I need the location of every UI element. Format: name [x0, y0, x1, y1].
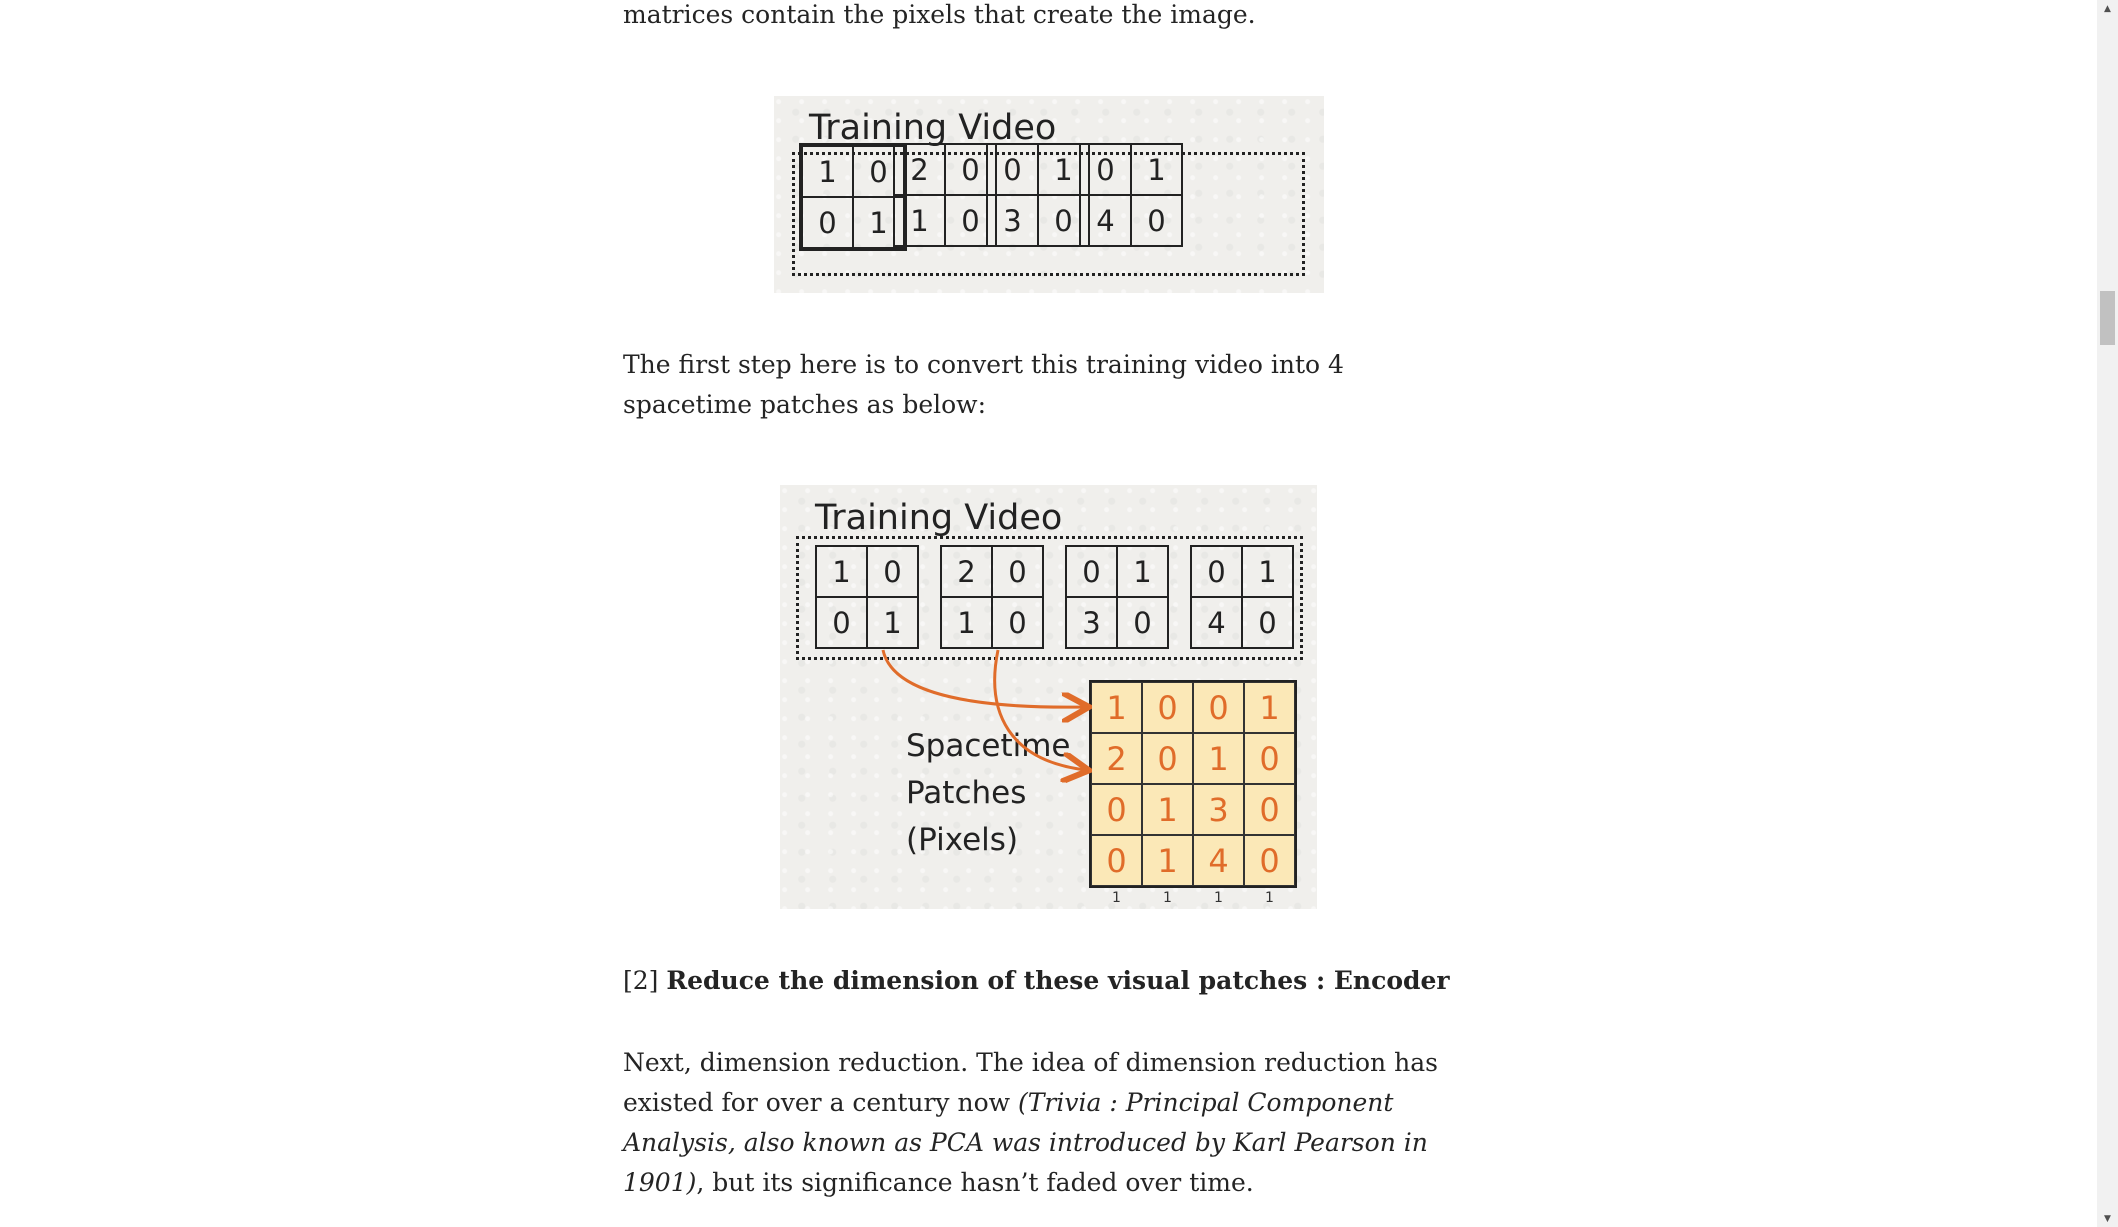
pixel-cell: 2	[941, 546, 992, 597]
pixel-cell: 0	[802, 197, 853, 248]
figure-spacetime-patches	[780, 485, 1317, 909]
patch-cell: 0	[1193, 682, 1244, 733]
pixel-cell: 0	[1242, 597, 1293, 648]
patch-cell: 0	[1244, 784, 1295, 835]
pixel-cell: 1	[894, 195, 945, 246]
footer-number: 1	[1214, 890, 1223, 906]
video-frame-3	[986, 143, 1090, 247]
pixel-cell: 1	[816, 546, 867, 597]
pixel-cell: 2	[894, 144, 945, 195]
pixel-cell: 1	[1117, 546, 1168, 597]
video-frame-4	[1079, 143, 1183, 247]
pixel-cell: 3	[1066, 597, 1117, 648]
patch-cell: 3	[1193, 784, 1244, 835]
patch-cell: 4	[1193, 835, 1244, 886]
footer-number: 1	[1163, 890, 1172, 906]
figure-title: Training Video	[815, 498, 1063, 538]
pixel-cell: 0	[992, 597, 1043, 648]
scrollbar-thumb[interactable]	[2100, 291, 2115, 345]
pixel-cell: 4	[1191, 597, 1242, 648]
pixel-cell: 1	[1242, 546, 1293, 597]
patch-cell: 0	[1091, 784, 1142, 835]
heading-text: Reduce the dimension of these visual patches : Encoder	[666, 966, 1450, 995]
patch-cell: 1	[1244, 682, 1295, 733]
pixel-cell: 1	[867, 597, 918, 648]
pixel-cell: 0	[867, 546, 918, 597]
patch-cell: 0	[1142, 733, 1193, 784]
patch-cell: 0	[1244, 835, 1295, 886]
reduction-text-start: Next, dimension reduction. The idea of dimension reduction has existed for over a century now	[623, 1048, 1438, 1117]
patch-cell: 1	[1091, 682, 1142, 733]
video-frame-4	[1190, 545, 1294, 649]
pixel-cell: 1	[1038, 144, 1089, 195]
pixel-cell: 0	[1131, 195, 1182, 246]
pixel-cell: 0	[945, 144, 996, 195]
figure-training-video	[774, 96, 1324, 293]
video-frame-1	[799, 143, 907, 251]
spacetime-patches-label	[906, 723, 1071, 864]
video-frame-3	[1065, 545, 1169, 649]
pixel-cell: 1	[802, 146, 853, 197]
scroll-down-arrow-icon[interactable]: ▼	[2104, 1213, 2111, 1224]
pixel-cell: 0	[1038, 195, 1089, 246]
patch-cell: 2	[1091, 733, 1142, 784]
pixel-cell: 0	[1117, 597, 1168, 648]
footer-number: 1	[1112, 890, 1121, 906]
pixel-cell: 1	[853, 197, 904, 248]
patch-cell: 0	[1142, 682, 1193, 733]
scroll-up-arrow-icon[interactable]: ▲	[2104, 3, 2111, 14]
pixel-cell: 0	[1191, 546, 1242, 597]
pixel-cell: 0	[1066, 546, 1117, 597]
pixel-cell: 0	[1080, 144, 1131, 195]
pixel-cell: 0	[945, 195, 996, 246]
spacetime-patch-grid	[1089, 680, 1297, 888]
reduction-text-end: , but its significance hasn’t faded over time.	[696, 1168, 1254, 1197]
video-frame-1	[815, 545, 919, 649]
video-frame-2	[893, 143, 997, 247]
paragraph-step1-text: The first step here is to convert this training video into 4 spacetime patches as below:	[623, 350, 1344, 419]
paragraph-dimension-reduction	[623, 1043, 1468, 1203]
pixel-cell: 1	[941, 597, 992, 648]
pixel-cell: 4	[1080, 195, 1131, 246]
paragraph-intro-tail	[623, 0, 1468, 35]
patch-footer-numbers	[1091, 890, 1295, 906]
paragraph-step1	[623, 345, 1468, 425]
figure-title: Training Video	[809, 108, 1057, 148]
label-line-3: (Pixels)	[906, 822, 1019, 858]
pixel-cell: 0	[987, 144, 1038, 195]
patch-cell: 1	[1142, 835, 1193, 886]
pixel-cell: 1	[1131, 144, 1182, 195]
video-frame-2	[940, 545, 1044, 649]
pixel-cell: 0	[816, 597, 867, 648]
patch-cell: 1	[1142, 784, 1193, 835]
footer-number: 1	[1265, 890, 1274, 906]
label-line-2: Patches	[906, 775, 1027, 811]
patch-cell: 0	[1244, 733, 1295, 784]
patch-cell: 0	[1091, 835, 1142, 886]
scrollbar-track[interactable]	[2097, 0, 2118, 1227]
patch-cell: 1	[1193, 733, 1244, 784]
paragraph-intro-tail-text: matrices contain the pixels that create the image.	[623, 0, 1256, 29]
pixel-cell: 0	[992, 546, 1043, 597]
label-line-1: Spacetime	[906, 728, 1071, 764]
reduction-text-italic: (Trivia : Principal Component Analysis, also known as PCA was introduced by Karl Pearson in 1901)	[623, 1088, 1428, 1197]
pixel-cell: 0	[853, 146, 904, 197]
heading-number: [2]	[623, 966, 659, 995]
section-heading	[623, 961, 1468, 1001]
pixel-cell: 3	[987, 195, 1038, 246]
